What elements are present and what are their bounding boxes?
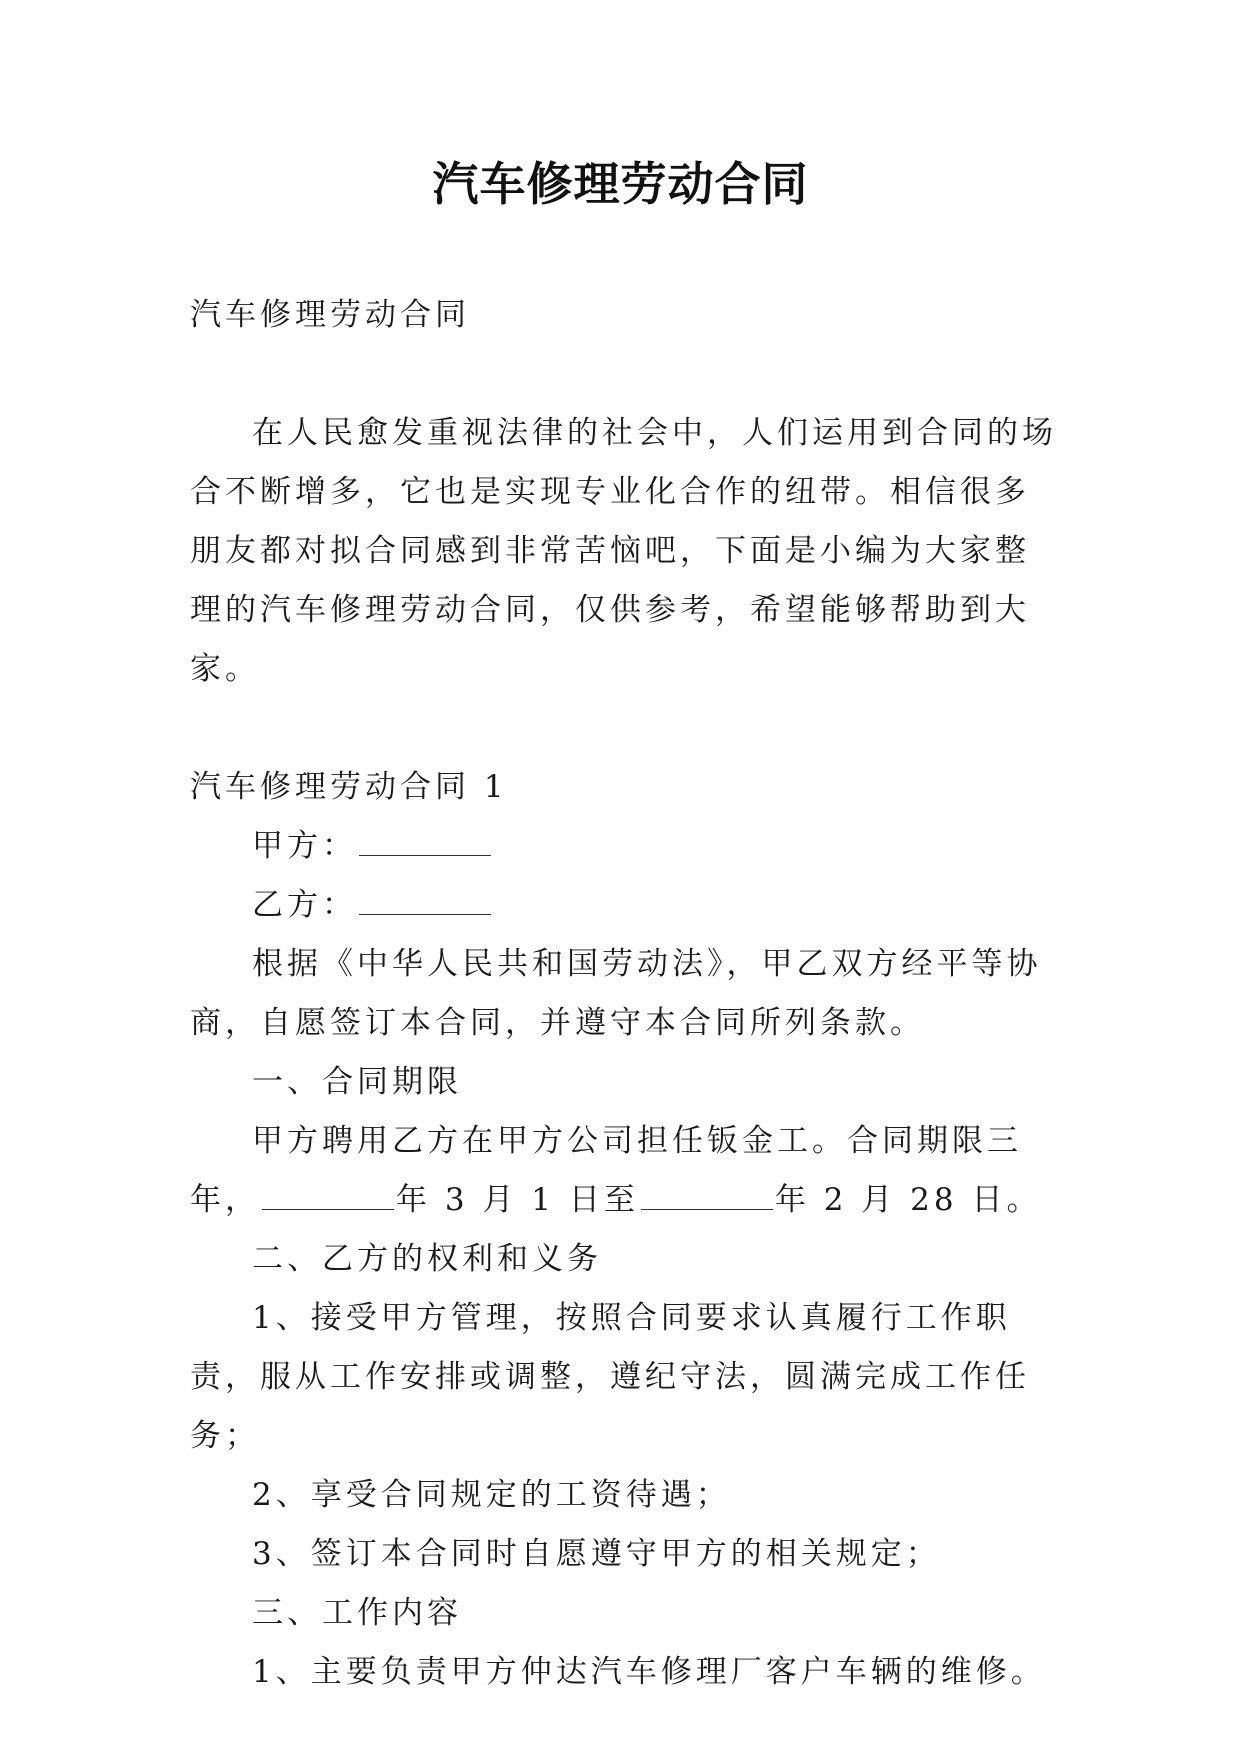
- section2-item3: 3、签订本合同时自愿遵守甲方的相关规定；: [252, 1536, 941, 1572]
- document-subtitle: 汽车修理劳动合同: [190, 297, 470, 333]
- section3-title: 三、工作内容: [252, 1595, 462, 1631]
- section1-title: 一、合同期限: [252, 1064, 462, 1100]
- party-b-label: 乙方：: [252, 887, 357, 923]
- term-end: 年 2 月 28 日。: [774, 1182, 1042, 1218]
- party-a-line: [190, 817, 1060, 876]
- party-a-label: 甲方：: [252, 828, 357, 864]
- term-start-year-blank: [262, 1180, 394, 1210]
- document-title: 汽车修理劳动合同: [432, 157, 809, 211]
- contract-heading: 汽车修理劳动合同 1: [190, 769, 508, 805]
- party-b-blank: [359, 885, 491, 915]
- section2-title: 二、乙方的权利和义务: [252, 1241, 602, 1277]
- party-b-line: [190, 876, 1060, 935]
- section1-text: 甲方聘用乙方在甲方公司担任钣金工。合同期限三年，: [190, 1123, 1022, 1218]
- document-body: [190, 286, 1060, 1702]
- party-a-blank: [359, 826, 491, 856]
- section2-item1: 1、接受甲方管理，按照合同要求认真履行工作职责，服从工作安排或调整，遵纪守法，圆满完成工作任务；: [190, 1300, 1030, 1454]
- section2-item2: 2、享受合同规定的工资待遇；: [252, 1477, 731, 1513]
- term-end-year-blank: [641, 1180, 773, 1210]
- basis-paragraph: 根据《中华人民共和国劳动法》，甲乙双方经平等协商，自愿签订本合同，并遵守本合同所列条款。: [190, 946, 1042, 1041]
- section1-paragraph: [190, 1112, 1060, 1230]
- intro-paragraph: 在人民愈发重视法律的社会中，人们运用到合同的场合不断增多，它也是实现专业化合作的纽带。相信很多朋友都对拟合同感到非常苦恼吧，下面是小编为大家整理的汽车修理劳动合同，仅供参考，希望能够帮助到大家。: [190, 415, 1057, 687]
- section3-item1: 1、主要负责甲方仲达汽车修理厂客户车辆的维修。: [252, 1654, 1046, 1690]
- term-start: 年 3 月 1 日至: [396, 1182, 639, 1218]
